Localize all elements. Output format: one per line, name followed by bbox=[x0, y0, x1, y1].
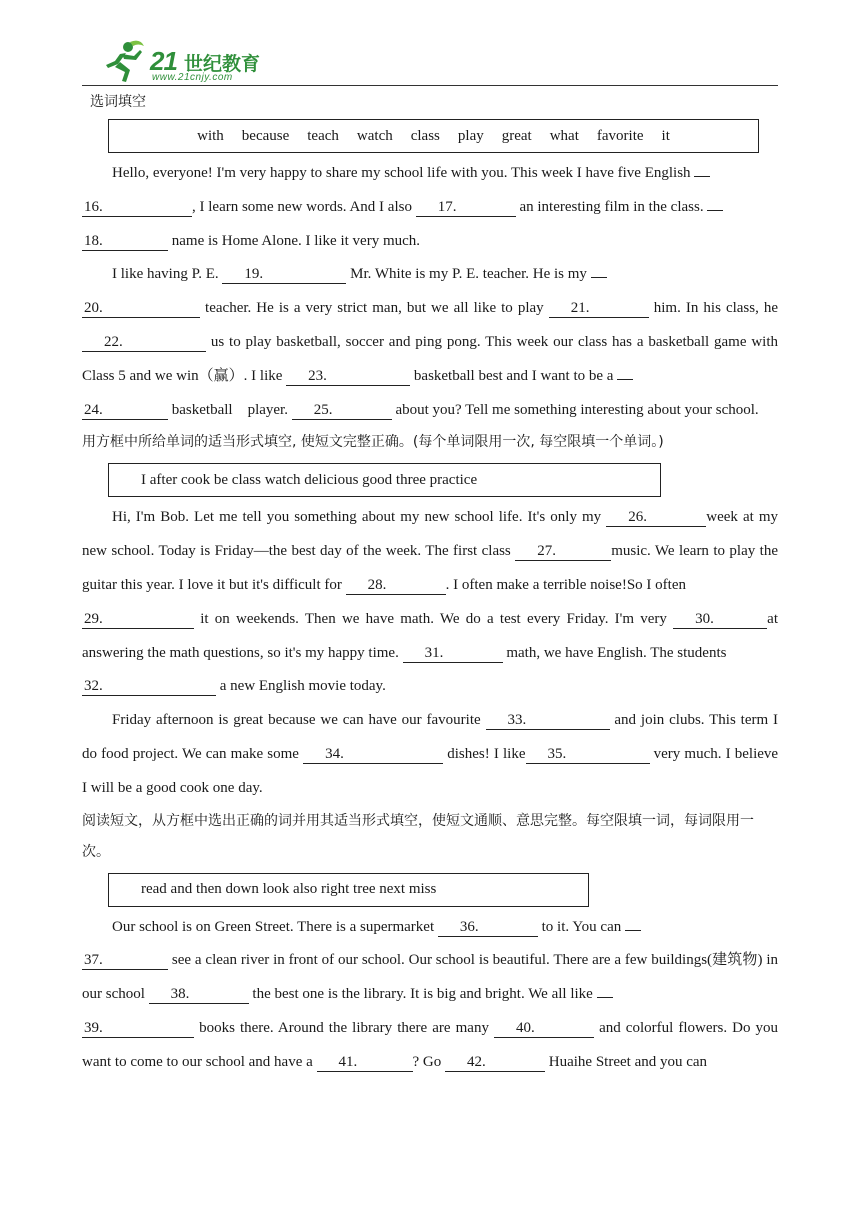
text-segment: about you? Tell me something interesting about your school. bbox=[395, 401, 759, 418]
logo-url: www.21cnjy.com bbox=[152, 72, 233, 83]
blank-line bbox=[617, 365, 633, 380]
text-segment: the best one is the library. It is big and bright. We all like bbox=[252, 986, 593, 1003]
logo-name: 世纪教育 bbox=[184, 53, 261, 75]
blank-25[interactable]: 25. bbox=[292, 401, 392, 420]
blank-28[interactable]: 28. bbox=[346, 576, 446, 595]
blank-16[interactable]: 16. bbox=[82, 198, 192, 217]
blank-30[interactable]: 30. bbox=[673, 610, 767, 629]
blank-line bbox=[707, 196, 723, 211]
word-watch: watch bbox=[356, 127, 393, 144]
section2-word-box bbox=[108, 463, 661, 497]
blank-23[interactable]: 23. bbox=[286, 367, 410, 386]
word-play: play bbox=[457, 127, 484, 144]
text-segment: Our school is on Green Street. There is a supermarket bbox=[112, 918, 435, 935]
blank-34[interactable]: 34. bbox=[303, 745, 443, 764]
blank-33[interactable]: 33. bbox=[486, 711, 610, 730]
blank-26[interactable]: 26. bbox=[606, 508, 706, 527]
text-segment: , I learn some new words. And I also bbox=[192, 198, 412, 215]
text-segment: Mr. White is my P. E. teacher. He is my bbox=[350, 266, 587, 283]
blank-31[interactable]: 31. bbox=[403, 644, 503, 663]
blank-27[interactable]: 27. bbox=[515, 542, 611, 561]
blank-38[interactable]: 38. bbox=[149, 985, 249, 1004]
page-header bbox=[0, 0, 860, 90]
section1-word-box bbox=[108, 119, 759, 153]
blank-35[interactable]: 35. bbox=[526, 745, 650, 764]
text-segment: an interesting film in the class. bbox=[519, 198, 704, 215]
blank-20[interactable]: 20. bbox=[82, 299, 200, 318]
blank-21[interactable]: 21. bbox=[549, 299, 649, 318]
text-segment: math, we have English. The students bbox=[506, 644, 727, 661]
blank-41[interactable]: 41. bbox=[317, 1053, 413, 1072]
text-segment: . I often make a terrible noise!So I often bbox=[445, 576, 686, 593]
text-segment: Hi, I'm Bob. Let me tell you something about my new school life. It's only my bbox=[112, 509, 602, 526]
word-because: because bbox=[241, 127, 290, 144]
text-segment: him. In his class, he bbox=[653, 300, 779, 317]
blank-line bbox=[597, 983, 613, 998]
blank-line bbox=[694, 162, 710, 177]
section2-paragraph-2 bbox=[82, 704, 778, 805]
text-segment: it on weekends. Then we have math. We do a test every Friday. I'm very bbox=[200, 610, 667, 627]
text-segment: music. We learn to play the guitar this year. I love it but it's difficult for bbox=[82, 543, 778, 593]
section3-word-box bbox=[108, 873, 589, 907]
section2-word-list: I after cook be class watch delicious good three practice bbox=[141, 471, 478, 488]
worksheet-content bbox=[82, 90, 778, 1080]
blank-40[interactable]: 40. bbox=[494, 1019, 594, 1038]
blank-line bbox=[591, 263, 607, 278]
word-great: great bbox=[501, 127, 532, 144]
blank-22[interactable]: 22. bbox=[82, 333, 206, 352]
text-segment: us to play basketball, soccer and ping pong. This week our class has a basketball game with Class 5 and we win（赢）. I like bbox=[82, 333, 779, 384]
word-teach: teach bbox=[307, 127, 339, 144]
section3-word-list: read and then down look also right tree next miss bbox=[141, 881, 437, 898]
text-segment: Huaihe Street and you can bbox=[548, 1053, 708, 1070]
section1-paragraph-2 bbox=[82, 258, 778, 427]
word-favorite: favorite bbox=[596, 127, 644, 144]
text-segment: very much. I believe I will be a good cook one day. bbox=[82, 745, 779, 796]
header-divider bbox=[82, 85, 778, 86]
blank-line bbox=[625, 916, 641, 931]
section2-instruction: 用方框中所给单词的适当形式填空, 使短文完整正确。(每个单词限用一次, 每空限填一个单词。) bbox=[82, 434, 664, 451]
word-with: with bbox=[197, 127, 224, 144]
section3-instruction: 阅读短文，从方框中选出正确的词并用其适当形式填空，使短文通顺、意思完整。每空限填一词，每词限用一次。 bbox=[82, 812, 754, 860]
text-segment: and join clubs. This term I do food project. We can make some bbox=[82, 712, 779, 762]
blank-18[interactable]: 18. bbox=[82, 232, 168, 251]
word-class: class bbox=[410, 127, 440, 144]
blank-29[interactable]: 29. bbox=[82, 610, 194, 629]
word-what: what bbox=[549, 127, 579, 144]
blank-37[interactable]: 37. bbox=[82, 951, 168, 970]
logo-number: 21 bbox=[150, 46, 177, 76]
section1-paragraph-1 bbox=[82, 157, 778, 258]
section3-paragraph-1 bbox=[82, 911, 778, 1080]
text-segment: teacher. He is a very strict man, but we all like to play bbox=[205, 300, 544, 317]
text-segment: basketball best and I want to be a bbox=[413, 367, 614, 384]
text-segment: basketball player. bbox=[171, 401, 288, 418]
blank-32[interactable]: 32. bbox=[82, 677, 216, 696]
text-segment: name is Home Alone. I like it very much. bbox=[171, 232, 421, 249]
blank-24[interactable]: 24. bbox=[82, 401, 168, 420]
text-segment: I like having P. E. bbox=[112, 266, 219, 283]
text-segment: see a clean river in front of our school. Our school is beautiful. There are a few buildings(建筑物) in our school bbox=[82, 952, 779, 1003]
site-logo bbox=[100, 40, 270, 86]
text-segment: to it. You can bbox=[541, 918, 622, 935]
text-segment: at answering the math questions, so it's my happy time. bbox=[82, 610, 778, 661]
text-segment: week at my new school. Today is Friday—the best day of the week. The first class bbox=[82, 509, 779, 560]
text-segment: and colorful flowers. Do you want to come to our school and have a bbox=[82, 1019, 779, 1070]
running-man-icon bbox=[100, 40, 150, 84]
blank-36[interactable]: 36. bbox=[438, 918, 538, 937]
section1-title: 选词填空 bbox=[90, 94, 146, 110]
text-segment: Hello, everyone! I'm very happy to share my school life with you. This week I have five English bbox=[112, 165, 691, 181]
text-segment: a new English movie today. bbox=[219, 678, 386, 695]
blank-17[interactable]: 17. bbox=[416, 198, 516, 217]
section2-paragraph-1 bbox=[82, 501, 778, 704]
text-segment: Friday afternoon is great because we can have our favourite bbox=[112, 712, 481, 729]
word-it: it bbox=[661, 127, 670, 144]
blank-42[interactable]: 42. bbox=[445, 1053, 545, 1072]
text-segment: dishes! I like bbox=[447, 745, 526, 762]
text-segment: ? Go bbox=[412, 1053, 442, 1070]
blank-19[interactable]: 19. bbox=[222, 265, 346, 284]
blank-39[interactable]: 39. bbox=[82, 1019, 194, 1038]
text-segment: books there. Around the library there are many bbox=[199, 1019, 489, 1036]
